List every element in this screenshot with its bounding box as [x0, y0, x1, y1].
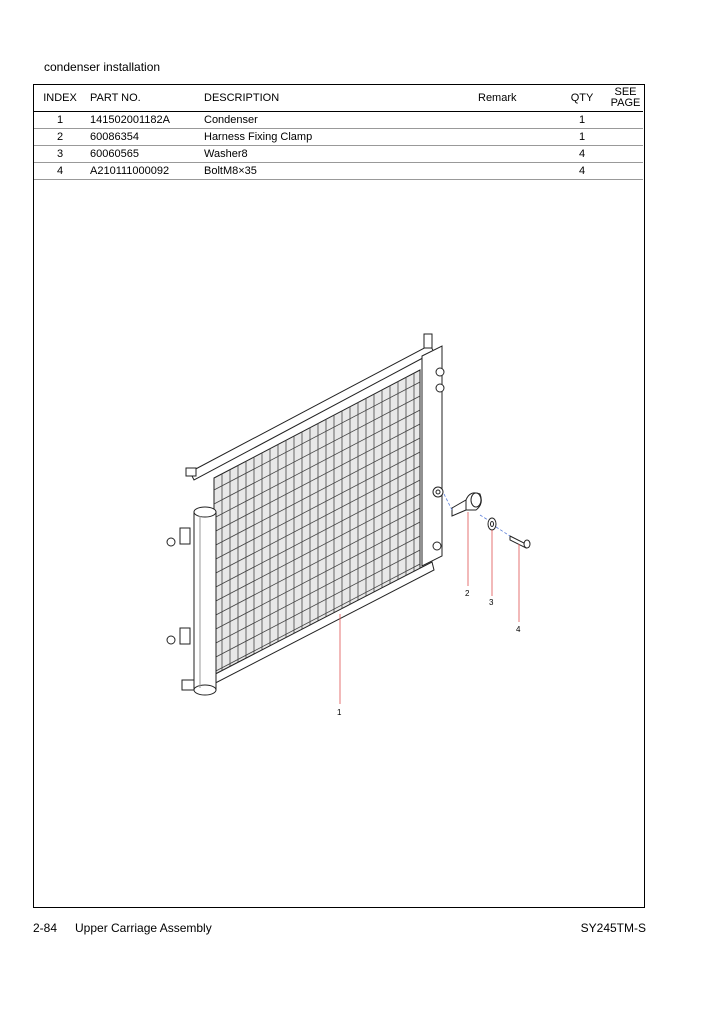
row-description: Washer8 [200, 146, 474, 163]
row-part-no: 141502001182A [86, 112, 200, 129]
row-part-no: 60086354 [86, 129, 200, 146]
header-see-line2: PAGE [610, 97, 641, 109]
row-description: BoltM8×35 [200, 163, 474, 180]
harness-fixing-clamp [452, 493, 481, 516]
header-qty: QTY [556, 85, 608, 112]
row-index: 3 [34, 146, 86, 163]
row-description: Condenser [200, 112, 474, 129]
condenser-right-bracket [422, 346, 444, 566]
callout-1: 1 [337, 708, 342, 717]
row-qty: 1 [556, 112, 608, 129]
row-description: Harness Fixing Clamp [200, 129, 474, 146]
washer [488, 518, 496, 530]
row-part-no: 60060565 [86, 146, 200, 163]
callout-4: 4 [516, 625, 521, 634]
row-part-no: A210111000092 [86, 163, 200, 180]
bolt [510, 536, 530, 548]
footer-page-number: 2-84 [33, 921, 58, 935]
condenser-receiver-tank [167, 507, 216, 695]
page-heading: condenser installation [44, 60, 161, 74]
callout-3: 3 [489, 598, 494, 607]
row-index: 4 [34, 163, 86, 180]
row-qty: 4 [556, 146, 608, 163]
row-qty: 4 [556, 163, 608, 180]
header-description: DESCRIPTION [200, 85, 474, 112]
header-see-line1: SEE [614, 86, 637, 98]
callout-2: 2 [465, 589, 470, 598]
header-index: INDEX [34, 85, 86, 112]
header-part-no: PART NO. [86, 85, 200, 112]
header-remark: Remark [474, 85, 556, 112]
row-index: 1 [34, 112, 86, 129]
footer-model: SY245TM-S [580, 921, 646, 935]
footer-section: Upper Carriage Assembly [75, 921, 212, 935]
row-qty: 1 [556, 129, 608, 146]
row-index: 2 [34, 129, 86, 146]
